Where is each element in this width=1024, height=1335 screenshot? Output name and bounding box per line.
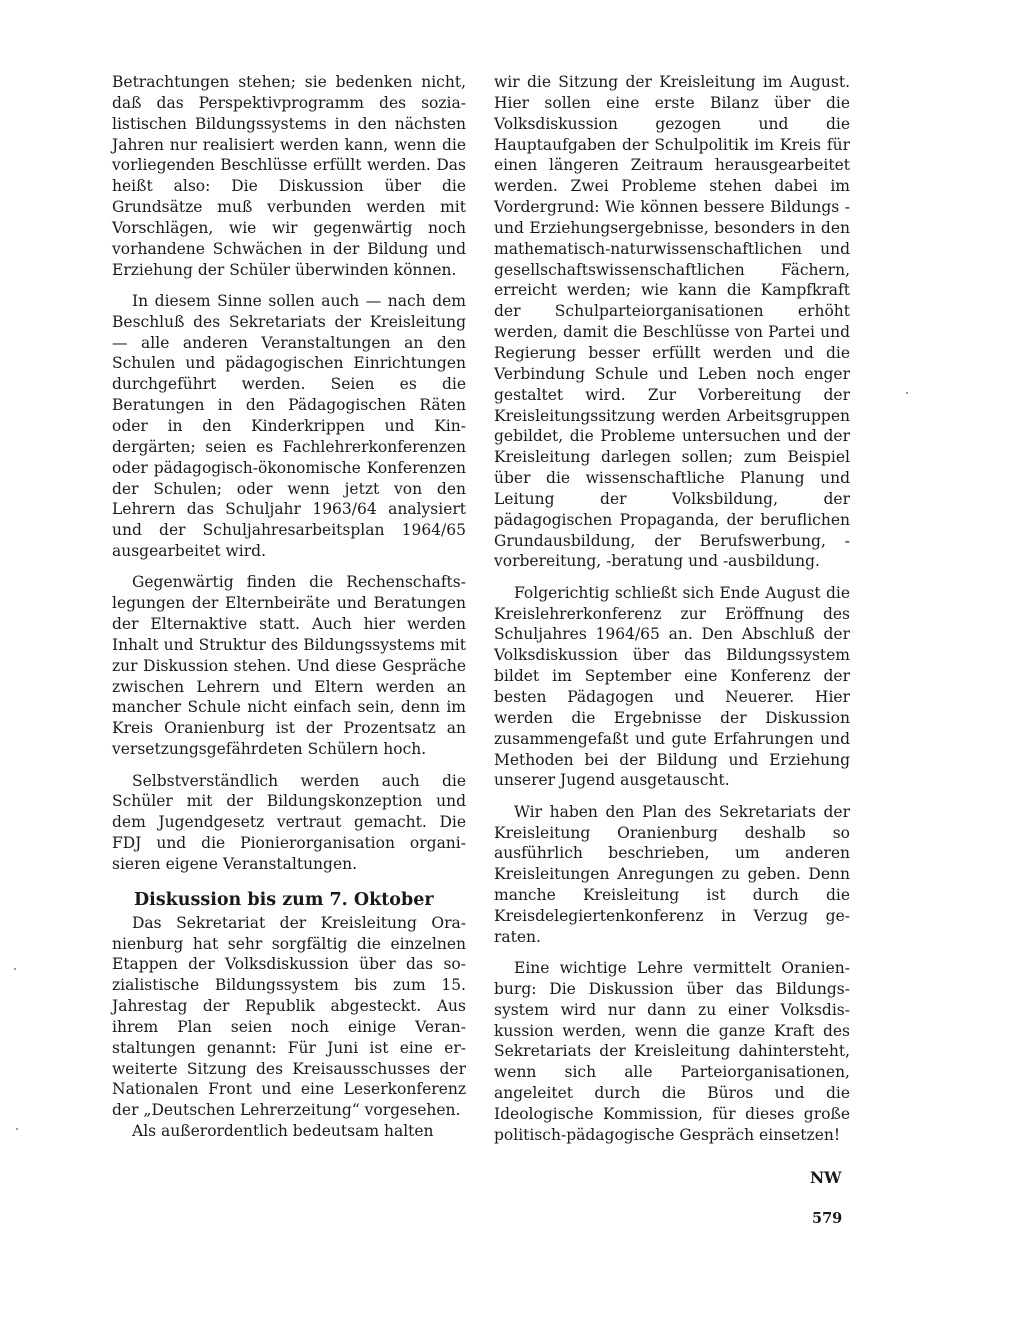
paragraph: Selbstverständlich werden auch die Schüler mit der Bildungskonzeption und dem Jugendgesetz vertraut gemacht. Die FDJ und die Pionierorganisation organisieren eigene Veranstaltungen. [112,771,466,873]
paragraph: Betrachtungen stehen; sie bedenken nicht, daß das Perspektivprogramm des sozialistischen Bildungssystems in den nächsten Jahren nur realisiert werden kann, wenn die vorliegenden Beschlüsse erfüllt werden. Das heißt also: Die Diskussion über die Grundsätze muß verbunden werden mit Vorschlägen, wie wir gegenwärtig noch vorhandene Schwächen in der Bildung und Erziehung der Schüler überwinden können. [112,73,466,279]
paragraph: Als außerordentlich bedeutsam halten [132,1122,434,1141]
scan-speck [14,968,16,970]
author-signature: NW [810,1168,842,1187]
paragraph: wir die Sitzung der Kreisleitung im August. Hier sollen eine erste Bilanz über die Volksdiskussion gezogen und die Hauptaufgaben der Schulpolitik im Kreis für einen längeren Zeitraum herausgearbeitet werden. Zwei Probleme stehen dabei im Vordergrund: Wie können bessere Bildungs -und Erziehungsergebnisse, besonders in den mathematisch-naturwissenschaftlichen und gesellschaftswissenschaftlichen Fächern, erreicht werden; wie kann die Kampfkraft der Schulparteiorganisationen erhöht werden, damit die Beschlüsse von Partei und Regierung besser erfüllt werden und die Verbindung Schule und Leben noch enger gestaltet wird. Zur Vorbereitung der Kreisleitungssitzung werden Arbeitsgruppen gebildet, die Probleme untersuchen und der Kreisleitung darlegen sollen; zum Beispiel über die wissenschaftliche Planung und Leitung der Volksbildung, der pädagogischen Propaganda, der beruflichen Grundausbildung, der Berufswerbung, -vorbereitung, -beratung und -ausbildung. [494,73,850,571]
right-column [494,72,850,1156]
paragraph: Eine wichtige Lehre vermittelt Oranienburg: Die Diskussion über das Bildungssystem wird nur dann zu einer Volksdiskussion werden, wenn die ganze Kraft des Sekretariats der Kreisleitung dahintersteht, wenn sich alle Parteiorganisationen, angeleitet durch die Büros und die Ideologische Kommission, für dieses große politisch-pädagogische Gespräch einsetzen! [494,959,850,1144]
paragraph: Gegenwärtig finden die Rechenschaftslegungen der Elternbeiräte und Beratungen der Elternaktive statt. Auch hier werden Inhalt und Struktur des Bildungssystems mit zur Diskussion stehen. Und diese Gespräche zwischen Lehrern und Eltern werden an mancher Schule nicht einfach sein, denn im Kreis Oranienburg ist der Prozentsatz an versetzungsgefährdeten Schülern hoch. [112,573,466,759]
page-number: 579 [812,1210,843,1227]
scan-speck [906,392,908,394]
left-column [112,72,466,1153]
paragraph: Wir haben den Plan des Sekretariats der Kreisleitung Oranienburg deshalb so ausführlich beschrieben, um anderen Kreisleitungen Anregungen zu geben. Denn manche Kreisleitung ist durch die Kreisdelegiertenkonferenz in Verzug geraten. [494,802,850,946]
paragraph: In diesem Sinne sollen auch — nach dem Beschluß des Sekretariats der Kreisleitung — alle anderen Veranstaltungen an den Schulen und pädagogischen Einrichtungen durchgeführt werden. Seien es die Beratungen in den Pädagogischen Räten oder in den Kinderkrippen und Kindergärten; seien es Fachlehrerkonferenzen oder pädagogisch-ökonomische Konferenzen der Schulen; oder wenn jetzt von den Lehrern das Schuljahr 1963/64 analysiert und der Schuljahresarbeitsplan 1964/65 ausgearbeitet wird. [112,291,466,561]
section-heading: Diskussion bis zum 7. Oktober [134,889,434,910]
paragraph: Folgerichtig schließt sich Ende August die Kreislehrerkonferenz zur Eröffnung des Schuljahres 1964/65 an. Den Abschluß der Volksdiskussion über das Bildungssystem bildet im September eine Konferenz der besten Pädagogen und Neuerer. Hier werden die Ergebnisse der Diskussion zusammengefaßt und gute Erfahrungen und Methoden bei der Bildung und Erziehung unserer Jugend ausgetauscht. [494,583,850,790]
scan-speck [16,1128,18,1130]
paragraph: Das Sekretariat der Kreisleitung Oranienburg hat sehr sorgfältig die einzelnen Etappen der Volksdiskussion über das sozialistische Bildungssystem bis zum 15. Jahrestag der Republik abgesteckt. Aus ihrem Plan seien noch einige Veranstaltungen genannt: Für Juni ist eine erweiterte Sitzung des Kreisausschusses der Nationalen Front und eine Leserkonferenz der „Deutschen Lehrerzeitung“ vorgesehen. [112,913,466,1120]
